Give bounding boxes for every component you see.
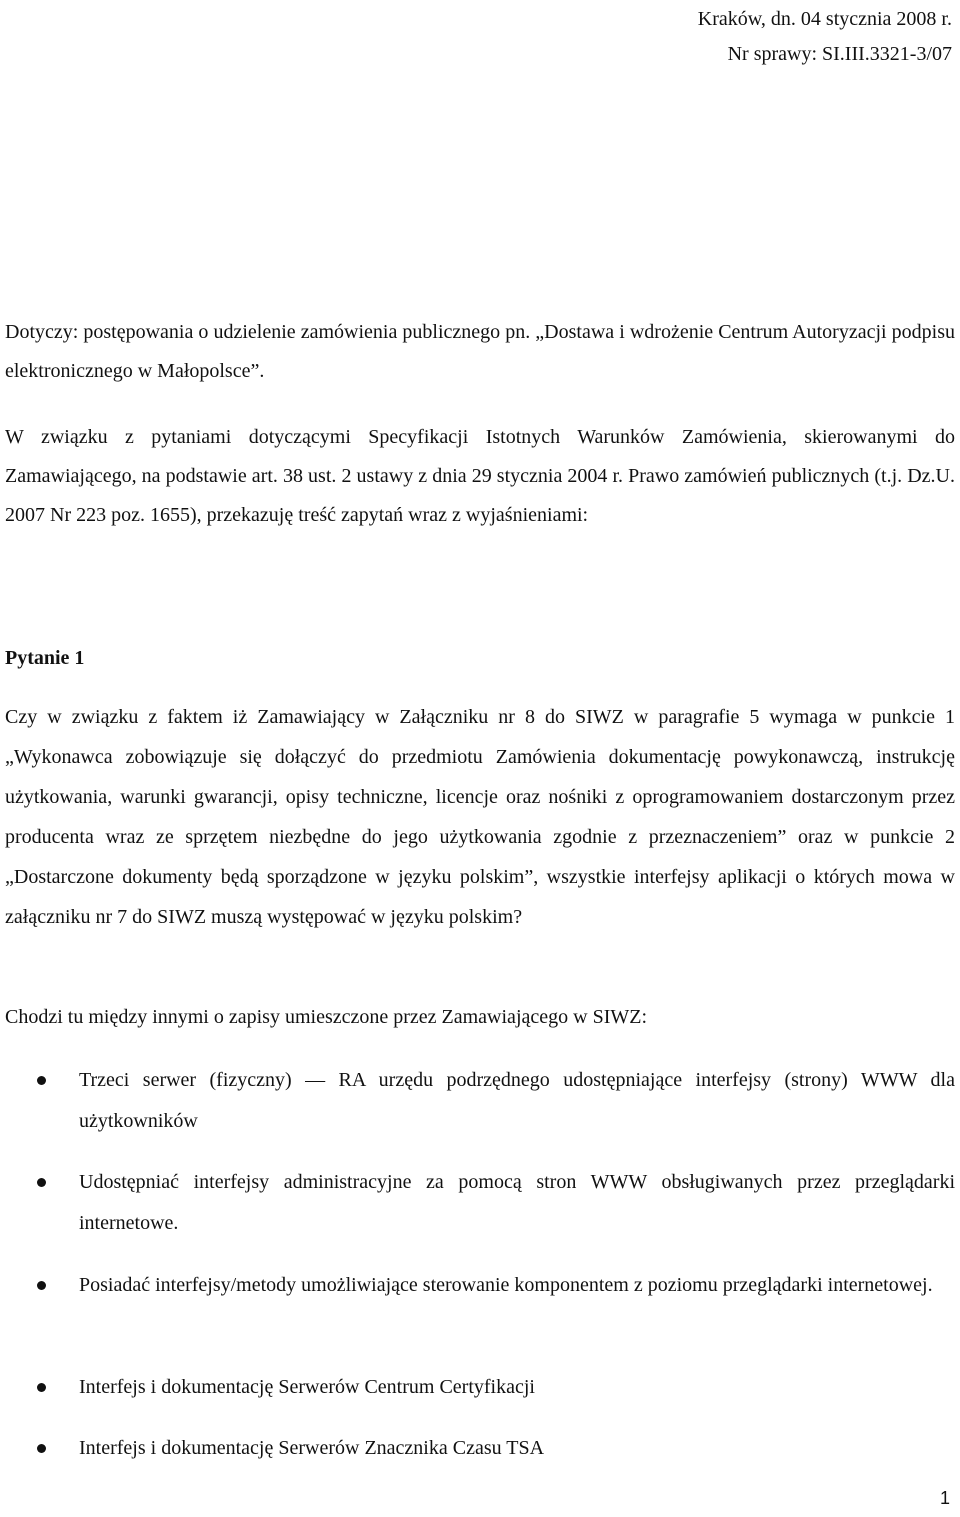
bullet-icon: [37, 1383, 46, 1392]
bullet-icon: [37, 1076, 46, 1085]
bullet-icon: [37, 1178, 46, 1187]
list-item-text: Interfejs i dokumentację Serwerów Znacznika Czasu TSA: [79, 1437, 545, 1459]
bullet-icon: [37, 1444, 46, 1453]
bullet-icon: [37, 1281, 46, 1290]
list-item-text: Interfejs i dokumentację Serwerów Centrum Certyfikacji: [79, 1376, 535, 1398]
question-heading: Pytanie 1: [5, 647, 85, 669]
list-item: [79, 1265, 955, 1306]
case-number: Nr sprawy: SI.III.3321-3/07: [727, 43, 952, 65]
list-item: [79, 1428, 955, 1469]
list-item-text: Posiadać interfejsy/metody umożliwiające sterowanie komponentem z poziomu przeglądarki internetowej.: [79, 1274, 933, 1296]
list-item: [79, 1162, 955, 1244]
list-item-text: Trzeci serwer (fizyczny) — RA urzędu podrzędnego udostępniające interfejsy (strony) WWW dla użytkowników: [79, 1069, 955, 1132]
context-paragraph: Chodzi tu między innymi o zapisy umieszczone przez Zamawiającego w SIWZ:: [5, 1006, 648, 1028]
subject-paragraph: Dotyczy: postępowania o udzielenie zamówienia publicznego pn. „Dostawa i wdrożenie Centrum Autoryzacji podpisu elektronicznego w Małopolsce”.: [5, 321, 955, 382]
list-item: [79, 1060, 955, 1142]
document-header: [698, 2, 952, 72]
page-number: 1: [939, 1488, 950, 1508]
intro-paragraph: W związku z pytaniami dotyczącymi Specyfikacji Istotnych Warunków Zamówienia, skierowanymi do Zamawiającego, na podstawie art. 38 ust. 2 ustawy z dnia 29 stycznia 2004 r. Prawo zamówień publicznych (t.j. Dz.U. 2007 Nr 223 poz. 1655), przekazuję treść zapytań wraz z wyjaśnieniami:: [5, 426, 955, 526]
question-paragraph: Czy w związku z faktem iż Zamawiający w Załączniku nr 8 do SIWZ w paragrafie 5 wymaga w punkcie 1 „Wykonawca zobowiązuje się dołączyć do przedmiotu Zamówienia dokumentację powykonawczą, instrukcję użytkowania, warunki gwarancji, opisy techniczne, licencje oraz nośniki z oprogramowaniem dostarczonym przez producenta wraz ze sprzętem niezbędne do jego użytkowania zgodnie z przeznaczeniem” oraz w punkcie 2 „Dostarczone dokumenty będą sporządzone w języku polskim”, wszystkie interfejsy aplikacji o których mowa w załączniku nr 7 do SIWZ muszą występować w języku polskim?: [5, 706, 955, 928]
list-item-text: Udostępniać interfejsy administracyjne za pomocą stron WWW obsługiwanych przez przeglądarki internetowe.: [79, 1171, 955, 1234]
place-date: Kraków, dn. 04 stycznia 2008 r.: [697, 8, 952, 30]
list-item: [79, 1367, 955, 1408]
